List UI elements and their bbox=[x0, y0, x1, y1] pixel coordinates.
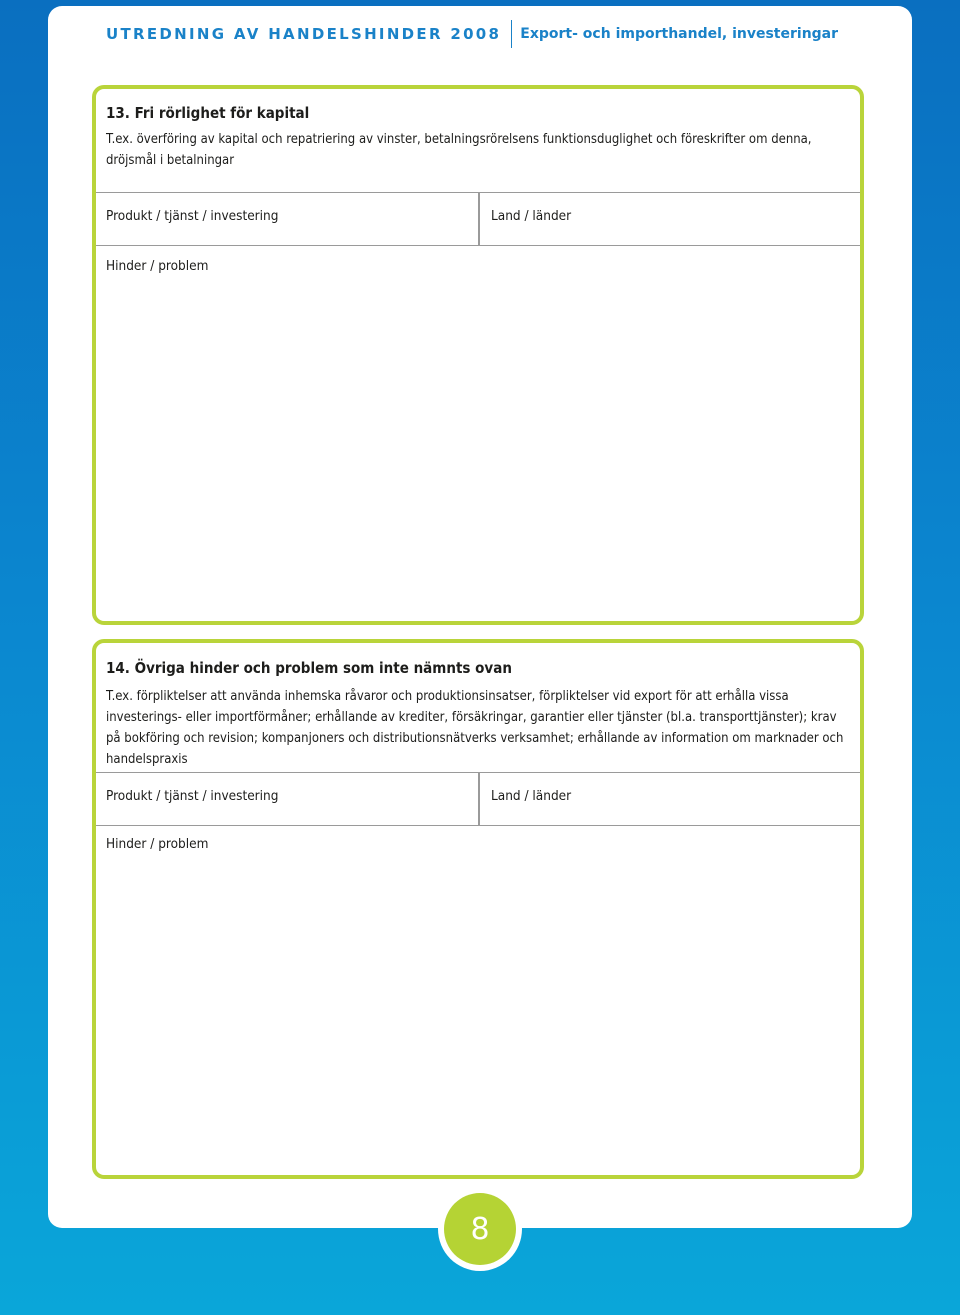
page-number: 8 bbox=[444, 1193, 516, 1265]
page-header bbox=[106, 20, 838, 48]
section-14-description: T.ex. förpliktelser att använda inhemska råvaror och produktionsinsatser, förpliktelser vid export för att erhålla vissa investerings- eller importförmåner; erhållande av krediter, försäkringar, garantier eller tjänster (bl.a. transporttjänster); krav på bokföring och revision; kompanjoners och distributionsnätverks verksamhet; erhållande av information om marknader och handelspraxis bbox=[106, 689, 844, 767]
field-divider bbox=[478, 193, 480, 245]
header-subtitle: Export- och importhandel, investeringar bbox=[520, 26, 839, 42]
section-13-title: 13. Fri rörlighet för kapital bbox=[106, 104, 310, 122]
field-divider bbox=[478, 773, 480, 825]
header-divider bbox=[511, 20, 512, 48]
section-13-problem-field[interactable]: Hinder / problem bbox=[106, 258, 209, 274]
section-13-form bbox=[92, 85, 864, 625]
section-13-product-field[interactable]: Produkt / tjänst / investering bbox=[106, 208, 279, 224]
header-title: UTREDNING AV HANDELSHINDER 2008 bbox=[106, 25, 502, 43]
page-number-badge bbox=[438, 1187, 522, 1271]
section-13-description: T.ex. överföring av kapital och repatriering av vinster, betalningsrörelsens funktionsduglighet och föreskrifter om denna, dröjsmål i betalningar bbox=[106, 132, 812, 168]
section-13-country-field[interactable]: Land / länder bbox=[491, 208, 572, 224]
section-14-problem-field[interactable]: Hinder / problem bbox=[106, 836, 209, 852]
section-14-country-field[interactable]: Land / länder bbox=[491, 788, 572, 804]
section-13-fields-row bbox=[96, 192, 860, 246]
section-14-form bbox=[92, 639, 864, 1179]
section-14-fields-row bbox=[96, 772, 860, 826]
section-14-title: 14. Övriga hinder och problem som inte nämnts ovan bbox=[106, 659, 512, 677]
section-14-product-field[interactable]: Produkt / tjänst / investering bbox=[106, 788, 279, 804]
